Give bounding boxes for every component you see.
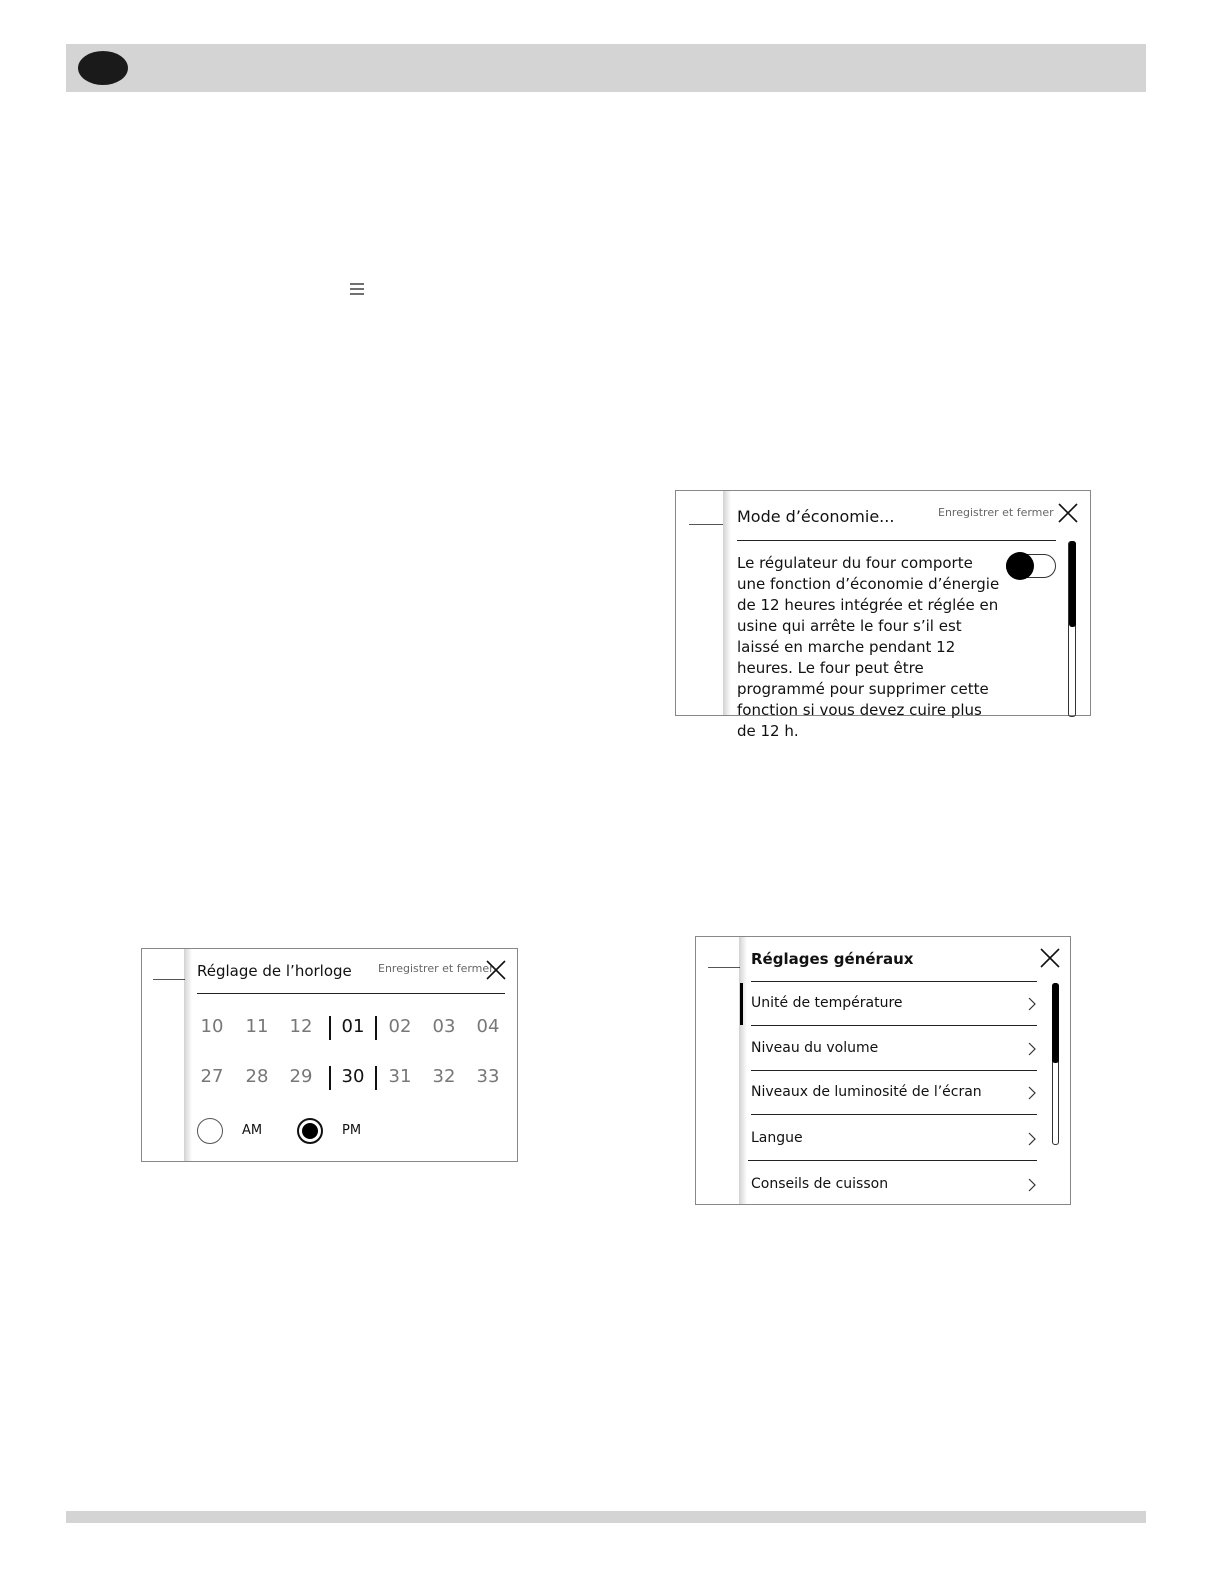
- hour-option[interactable]: 12: [289, 1016, 313, 1037]
- close-icon[interactable]: [1039, 947, 1061, 969]
- item-divider: [751, 1114, 1037, 1115]
- title-divider: [737, 540, 1056, 541]
- rail-line: [708, 967, 740, 968]
- minute-selected[interactable]: 30: [341, 1066, 365, 1087]
- economy-toggle[interactable]: [1006, 554, 1056, 578]
- minute-option[interactable]: 32: [432, 1066, 456, 1087]
- item-divider: [751, 1025, 1037, 1026]
- minute-option[interactable]: 27: [200, 1066, 224, 1087]
- chevron-right-icon: [1027, 1177, 1037, 1193]
- selection-bracket: [329, 1016, 331, 1040]
- panel-title: Réglage de l’horloge: [197, 962, 352, 980]
- toggle-knob: [1006, 552, 1034, 580]
- hour-option[interactable]: 11: [245, 1016, 269, 1037]
- hour-option[interactable]: 02: [388, 1016, 412, 1037]
- panel-title: Mode d’économie...: [737, 507, 895, 526]
- item-divider: [748, 1160, 1037, 1161]
- active-item-marker: [740, 983, 743, 1025]
- hour-option[interactable]: 10: [200, 1016, 224, 1037]
- pm-label: PM: [342, 1123, 362, 1138]
- rail-line: [153, 979, 185, 980]
- settings-item-label: Niveau du volume: [751, 1040, 879, 1056]
- settings-item-cooking-tips[interactable]: [751, 1163, 1037, 1207]
- rail-shadow: [739, 937, 747, 1204]
- radio-dot: [302, 1123, 318, 1139]
- title-divider: [197, 993, 505, 994]
- am-label: AM: [242, 1123, 263, 1138]
- hour-selected[interactable]: 01: [341, 1016, 365, 1037]
- settings-item-volume[interactable]: [751, 1027, 1037, 1071]
- minute-option[interactable]: 28: [245, 1066, 269, 1087]
- selection-bracket: [375, 1066, 377, 1090]
- settings-item-temperature-unit[interactable]: [751, 982, 1037, 1026]
- footer-bar: [66, 1511, 1146, 1523]
- rail-shadow: [723, 491, 731, 715]
- selection-bracket: [329, 1066, 331, 1090]
- header-bar: [66, 44, 1146, 92]
- panel-title: Réglages généraux: [751, 950, 914, 968]
- chevron-right-icon: [1027, 1041, 1037, 1057]
- settings-item-brightness[interactable]: [751, 1071, 1037, 1115]
- settings-item-label: Unité de température: [751, 995, 903, 1011]
- rail-line: [689, 524, 723, 525]
- rail-shadow: [184, 949, 192, 1161]
- save-close-button[interactable]: Enregistrer et fermer: [378, 962, 494, 975]
- settings-item-label: Conseils de cuisson: [751, 1176, 889, 1192]
- minute-option[interactable]: 29: [289, 1066, 313, 1087]
- section-badge: [78, 51, 128, 85]
- economy-mode-panel: [675, 490, 1091, 740]
- menu-icon: [348, 280, 366, 298]
- clock-setting-panel: [141, 948, 518, 1162]
- hour-option[interactable]: 03: [432, 1016, 456, 1037]
- settings-item-label: Niveaux de luminosité de l’écran: [751, 1084, 982, 1100]
- scrollbar-thumb[interactable]: [1069, 541, 1076, 627]
- am-radio[interactable]: [197, 1118, 223, 1144]
- minute-option[interactable]: 31: [388, 1066, 412, 1087]
- chevron-right-icon: [1027, 996, 1037, 1012]
- scrollbar-thumb[interactable]: [1052, 983, 1059, 1063]
- settings-item-language[interactable]: [751, 1117, 1037, 1161]
- pm-radio[interactable]: [297, 1118, 323, 1144]
- close-icon[interactable]: [1057, 502, 1079, 524]
- chevron-right-icon: [1027, 1085, 1037, 1101]
- hour-option[interactable]: 04: [476, 1016, 500, 1037]
- chevron-right-icon: [1027, 1131, 1037, 1147]
- economy-description: Le régulateur du four comporte une fonction d’économie d’énergie de 12 heures intégrée et réglée en usine qui arrête le four s’il est laissé en marche pendant 12 heures. Le four peut être programmé pour supprimer cette fonction si vous devez cuire plus de 12 h.: [737, 554, 1000, 740]
- settings-item-label: Langue: [751, 1130, 803, 1146]
- selection-bracket: [375, 1016, 377, 1040]
- close-icon[interactable]: [485, 959, 507, 981]
- minute-option[interactable]: 33: [476, 1066, 500, 1087]
- general-settings-panel: [695, 936, 1071, 1205]
- save-close-button[interactable]: Enregistrer et fermer: [938, 506, 1054, 519]
